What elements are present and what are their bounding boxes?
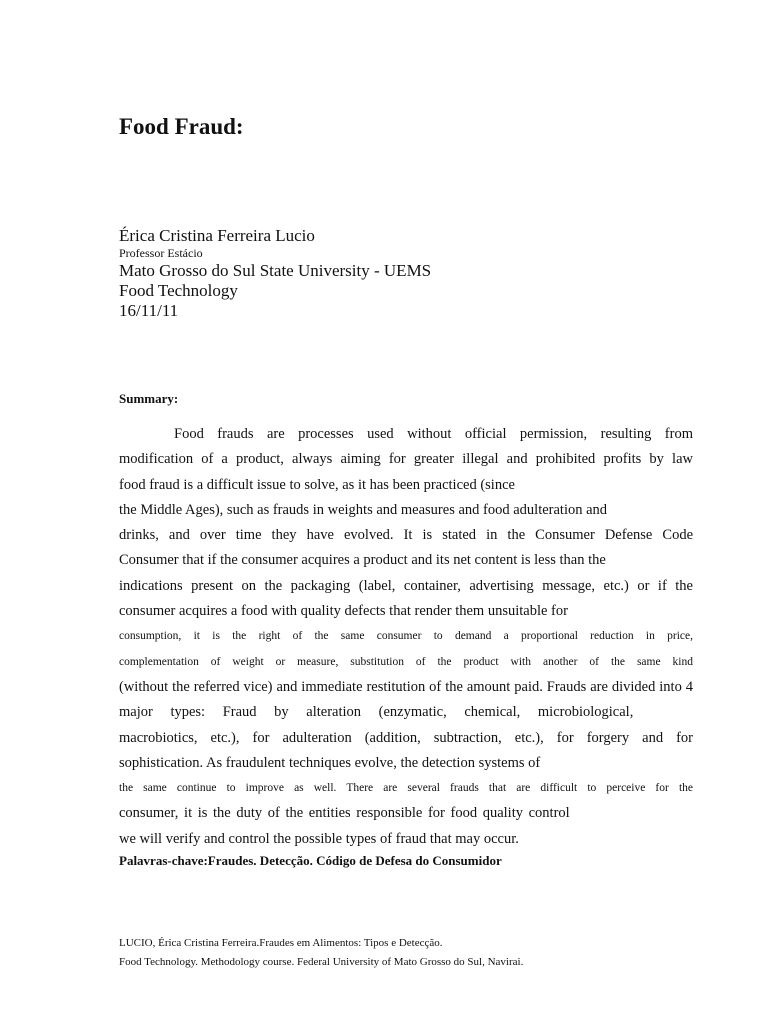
summary-line: we will verify and control the possible types of fraud that may occur.: [119, 830, 519, 847]
summary-paragraph: [119, 424, 693, 854]
summary-line: major types: Fraud by alteration (enzymatic, chemical, microbiological,: [119, 704, 634, 721]
summary-heading: Summary:: [119, 391, 179, 406]
summary-line: consumer, it is the duty of the entities responsible for food quality control: [119, 805, 570, 822]
summary-line: consumption, it is the right of the same consumer to demand a proportional reduction in price,: [119, 630, 693, 643]
author-block: [119, 226, 719, 321]
summary-line: indications present on the packaging (label, container, advertising message, etc.) or if the: [119, 577, 693, 594]
summary-line: modification of a product, always aiming for greater illegal and prohibited profits by law: [119, 451, 693, 468]
summary-line: drinks, and over time they have evolved. It is stated in the Consumer Defense Code: [119, 527, 693, 544]
document-date: 16/11/11: [119, 301, 179, 320]
author-name: Érica Cristina Ferreira Lucio: [119, 226, 315, 245]
summary-line: Food frauds are processes used without official permission, resulting from: [174, 426, 693, 442]
author-institution: Mato Grosso do Sul State University - UEMS: [119, 261, 432, 280]
summary-line: the Middle Ages), such as frauds in weights and measures and food adulteration and: [119, 501, 608, 518]
footnote-line: LUCIO, Érica Cristina Ferreira.Fraudes em Alimentos: Tipos e Detecção.: [119, 937, 443, 949]
document-title: Food Fraud:: [119, 114, 244, 139]
summary-line: (without the referred vice) and immediate restitution of the amount paid. Frauds are divided into 4: [119, 678, 693, 695]
author-role: Professor Estácio: [119, 246, 203, 260]
summary-line: Consumer that if the consumer acquires a product and its net content is less than the: [119, 552, 606, 569]
footnote-line: Food Technology. Methodology course. Federal University of Mato Grosso do Sul, Navirai.: [119, 956, 524, 968]
keywords: Palavras-chave:Fraudes. Detecção. Código de Defesa do Consumidor: [119, 853, 502, 868]
summary-line: sophistication. As fraudulent techniques evolve, the detection systems of: [119, 754, 541, 771]
summary-line: macrobiotics, etc.), for adulteration (addition, subtraction, etc.), for forgery and for: [119, 729, 693, 746]
footnote: [119, 934, 739, 972]
summary-line: consumer acquires a food with quality defects that render them unsuitable for: [119, 603, 568, 620]
summary-line: the same continue to improve as well. There are several frauds that are difficult to perceive for the: [119, 782, 693, 795]
author-department: Food Technology: [119, 281, 238, 300]
summary-line: complementation of weight or measure, substitution of the product with another of the same kind: [119, 655, 693, 668]
summary-line: food fraud is a difficult issue to solve, as it has been practiced (since: [119, 476, 515, 493]
